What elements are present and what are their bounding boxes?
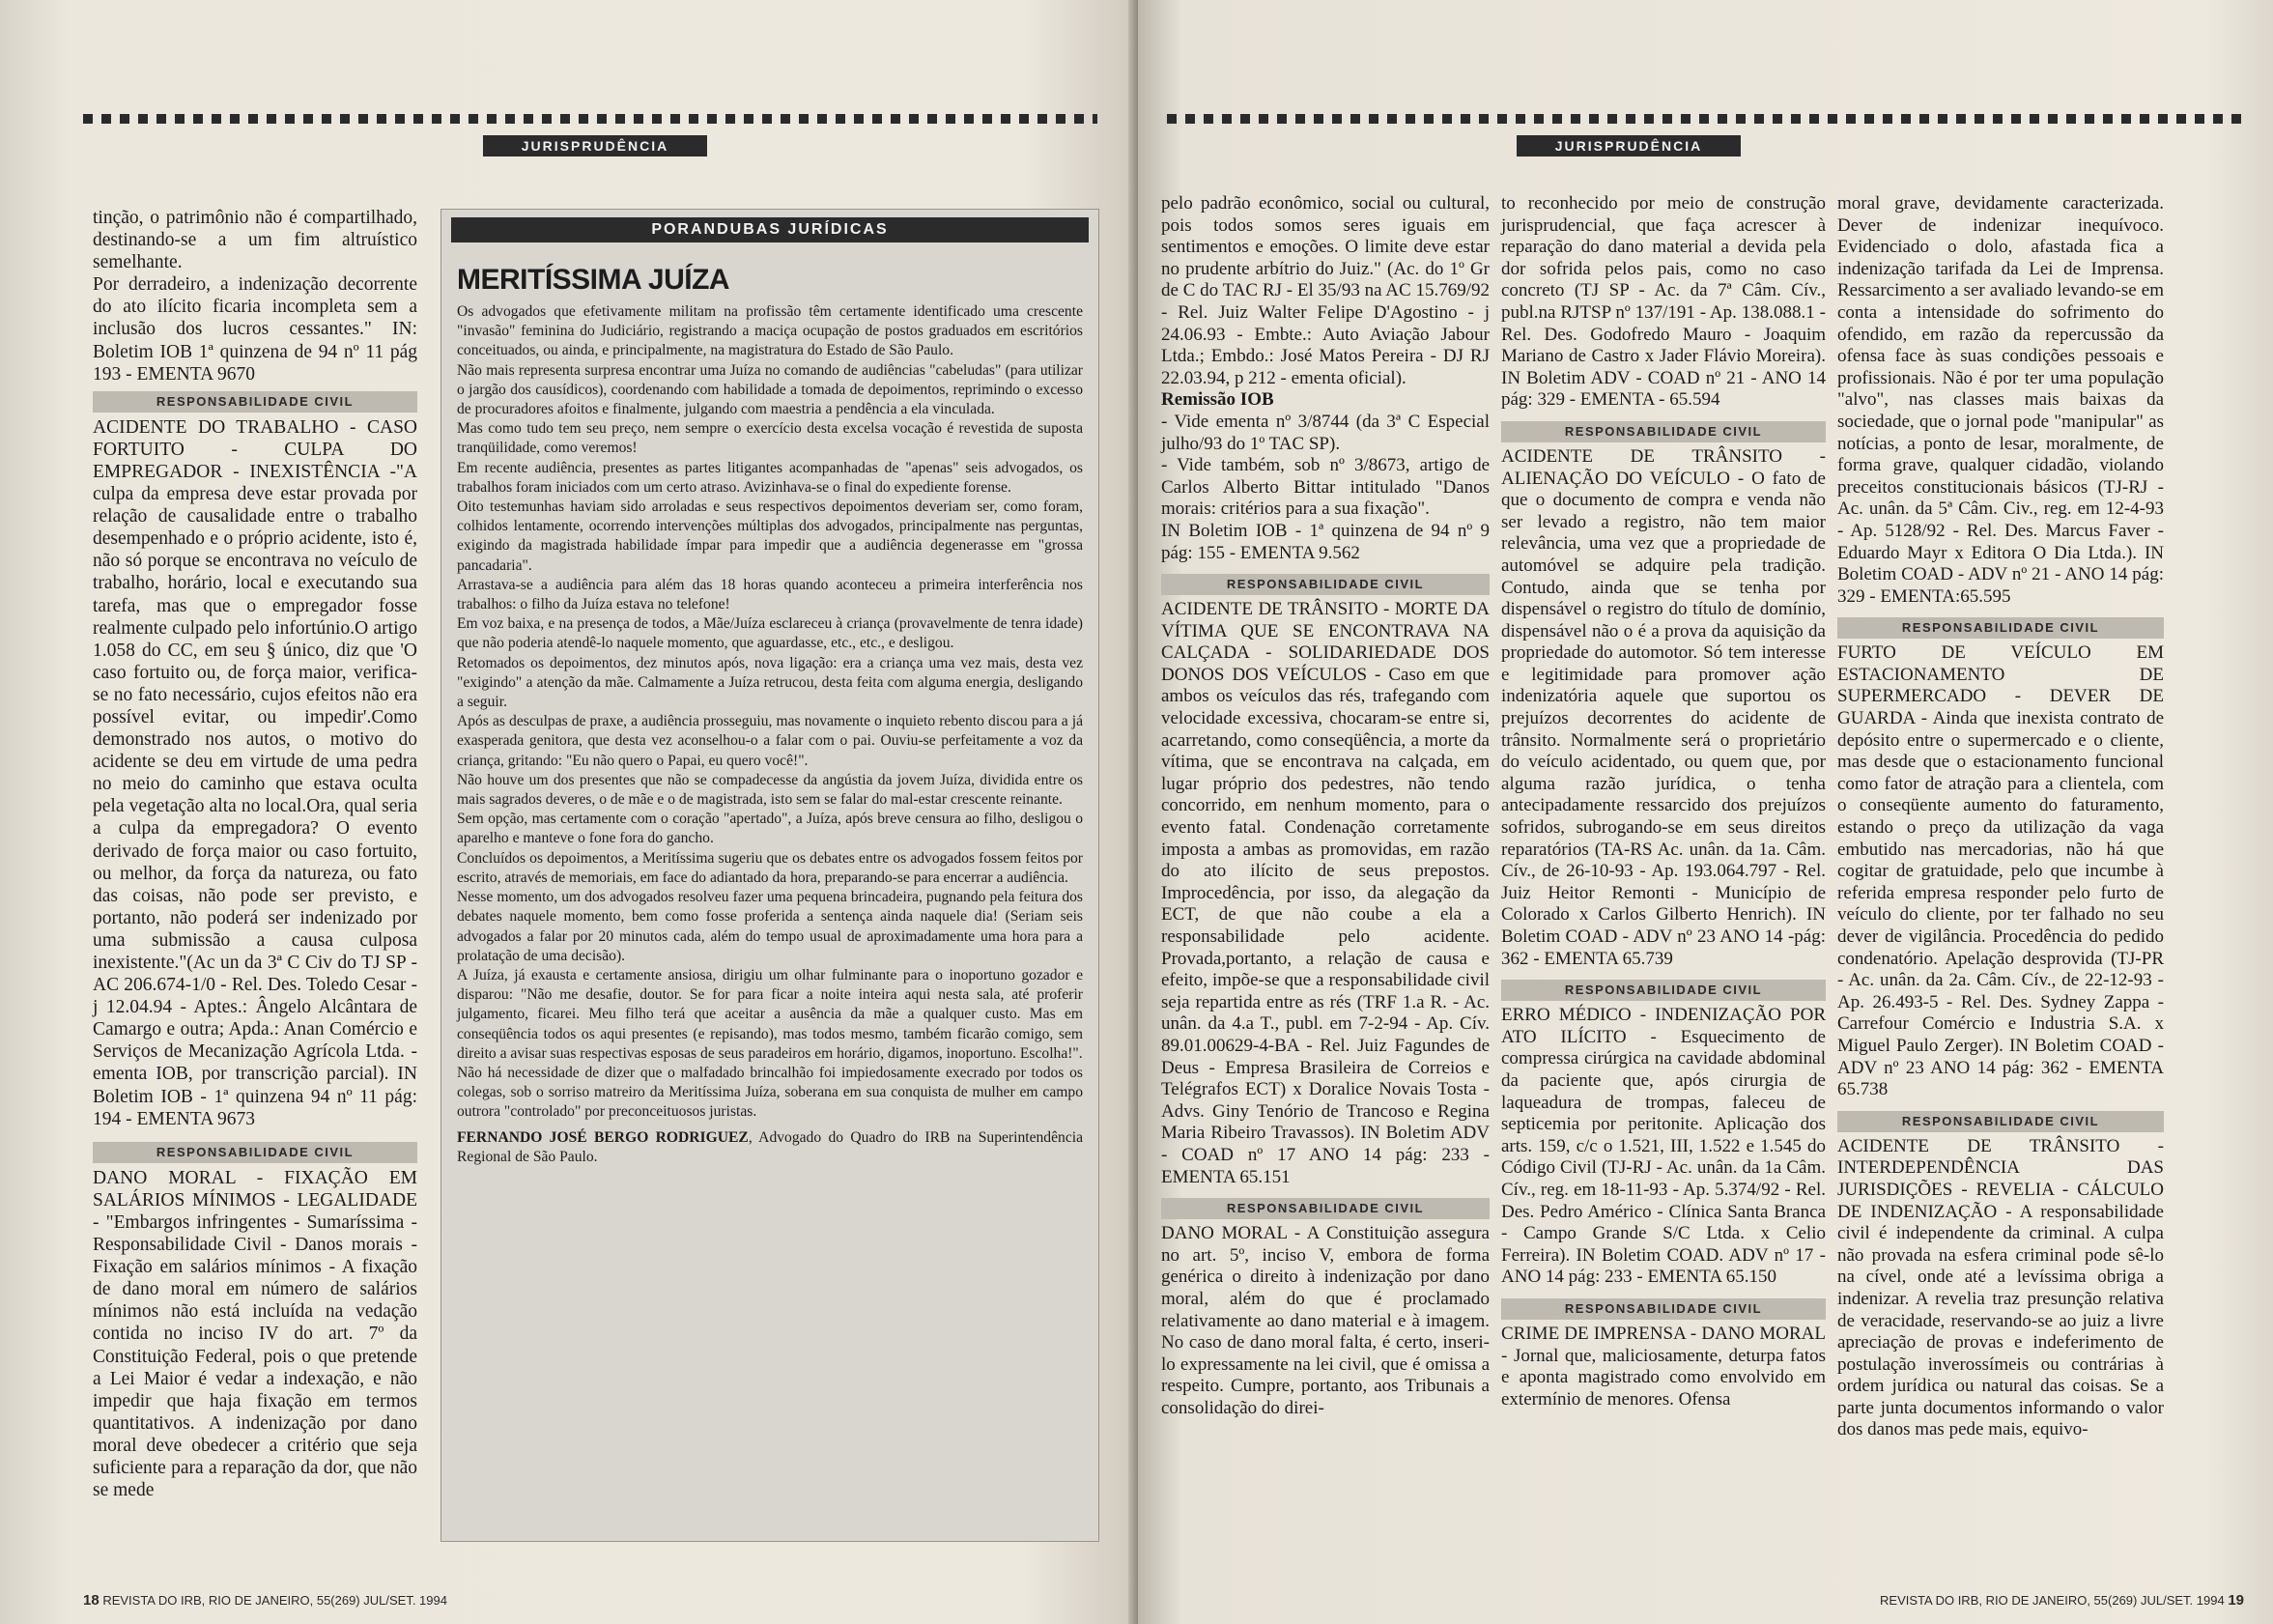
section-header: RESPONSABILIDADE CIVIL	[1837, 1111, 2164, 1132]
article-paragraph: Não há necessidade de dizer que o malfadado brincalhão foi impiedosamente execrado por todos os colegas, sob o sorriso matreiro da Meritíssima Juíza, soberana em sua conquista de mulher em campo outrora "controlado" por preconceituosos juristas.	[457, 1064, 1083, 1121]
article-body	[457, 302, 1083, 1167]
ementa-text: FURTO DE VEÍCULO EM ESTACIONAMENTO DE SUPERMERCADO - DEVER DE GUARDA - Ainda que inexista contrato de depósito entre o supermercado e o cliente, mas desde que o estacionamento funcional como fator de atração para a clientela, com o conseqüente aumento do faturamento, estando o preço da utilização da vaga embutido nas mercadorias, não há que cogitar de gratuidade, pelo que incumbe à referida empresa responder pelo furto de veículo do cliente, por ter falhado no seu dever de vigilância. Procedência do pedido condenatório. Apelação desprovida (TJ-PR - Ac. unân. da 2a. Câm. Cív., de 22-12-93 - Ap. 26.493-5 - Rel. Des. Sydney Zappa - Carrefour Comércio e Industria S.A. x Miguel Paulo Zerger). IN Boletim COAD - ADV nº 23 ANO 14 pág: 362 - EMENTA 65.738	[1837, 642, 2164, 1100]
section-header: RESPONSABILIDADE CIVIL	[93, 1142, 417, 1163]
remissao-item: - Vide ementa nº 3/8744 (da 3ª C Especial julho/93 do 1º TAC SP).	[1161, 411, 1490, 454]
article-paragraph: Sem opção, mas certamente com o coração "apertado", a Juíza, após breve censura ao filho, desligou o aparelho e manteve o fone fora do gancho.	[457, 811, 1083, 847]
article-paragraph: Os advogados que efetivamente militam na profissão têm certamente identificado uma crescente "invasão" feminina do Judiciário, registrando a maciça ocupação de postos graduados em escritórios conceituados, ou ainda, e principalmente, na magistratura do Estado de São Paulo.	[457, 303, 1083, 359]
article-paragraph: Após as desculpas de praxe, a audiência prosseguiu, mas novamente o inquieto rebento discou para a já exasperada genitora, que desta vez aconselhou-o a falar com o pai. Ouviu-se perfeitamente a voz da criança, gritando: "Eu não quero o Papai, eu quero você!".	[457, 713, 1083, 769]
article-paragraph: Não houve um dos presentes que não se compadecesse da angústia da jovem Juíza, dividida entre os mais sagrados deveres, o de mãe e o de magistrada, isto sem se falar do mal-estar crescente reinante.	[457, 771, 1083, 809]
section-header: RESPONSABILIDADE CIVIL	[93, 391, 417, 413]
footer-text: REVISTA DO IRB, RIO DE JANEIRO, 55(269) JUL/SET. 1994	[1880, 1593, 2225, 1608]
ementa-text: DANO MORAL - A Constituição assegura no art. 5º, inciso V, embora de forma genérica o direito à indenização por dano moral, além do que é proclamado relativamente ao dano material e à imagem. No caso de dano moral falta, é certo, inseri-lo expressamente na lei civil, que é omissa a respeito. Cumpre, portanto, aos Tribunais a consolidação do direi-	[1161, 1223, 1490, 1418]
paragraph: to reconhecido por meio de construção jurisprudencial, que faça acrescer à reparação do dano material a devida pela dor sofrida pelos pais, como no caso concreto (TJ SP - Ac. da 7ª Câm. Cív., publ.na RJTSP nº 137/191 - Ap. 138.088.1 - Rel. Des. Godofredo Mauro - Joaquim Mariano de Castro x Jader Flávio Moreira). IN Boletim ADV - COAD nº 21 - ANO 14 pág: 329 - EMENTA - 65.594	[1501, 193, 1826, 411]
right-column-1	[1161, 193, 1490, 1419]
ementa-text: ERRO MÉDICO - INDENIZAÇÃO POR ATO ILÍCITO - Esquecimento de compressa cirúrgica na cavidade abdominal da paciente que, após cirurgia de laqueadura de trompas, faleceu de septicemia por peritonite. Aplicação dos arts. 159, c/c o 1.521, III, 1.522 e 1.545 do Código Civil (TJ-RJ - Ac. unân. da 1a Câm. Cív., reg. em 18-11-93 - Ap. 5.374/92 - Rel. Des. Pedro Américo - Clínica Santa Branca - Campo Grande S/C Ltda. x Celio Ferreira). IN Boletim COAD. ADV nº 17 - ANO 14 pág: 233 - EMENTA 65.150	[1501, 1005, 1826, 1288]
paragraph: IN Boletim IOB - 1ª quinzena de 94 nº 9 pág: 155 - EMENTA 9.562	[1161, 520, 1490, 563]
article-paragraph: Concluídos os depoimentos, a Meritíssima sugeriu que os debates entre os advogados fossem feitos por escrito, através de memoriais, em face do adiantado da hora, preparando-se para encerrar a audiência.	[457, 849, 1083, 886]
page-footer	[83, 1592, 447, 1609]
section-header: RESPONSABILIDADE CIVIL	[1501, 421, 1826, 442]
section-header: RESPONSABILIDADE CIVIL	[1837, 617, 2164, 639]
section-header: RESPONSABILIDADE CIVIL	[1501, 1298, 1826, 1320]
right-column-2	[1501, 193, 1826, 1410]
article-paragraph: Mas como tudo tem seu preço, nem sempre o exercício desta excelsa vocação é revestida de suposta tranqüilidade, como veremos!	[457, 420, 1083, 457]
article-paragraph: Oito testemunhas haviam sido arroladas e seus respectivos depoimentos deveriam ser, como foram, colhidos lentamente, ocorrendo intervenções múltiplas dos advogados, principalmente nas perguntas, exigindo da magistrada habilidade ímpar para impedir que a audiência degenerasse em "grossa pancadaria".	[457, 499, 1083, 574]
box-header: PORANDUBAS JURÍDICAS	[451, 217, 1089, 242]
section-header: RESPONSABILIDADE CIVIL	[1161, 574, 1490, 595]
ementa-text: CRIME DE IMPRENSA - DANO MORAL - Jornal que, maliciosamente, deturpa fatos e aponta magistrado como envolvido em extermínio de menores. Ofensa	[1501, 1323, 1826, 1410]
ementa-text: ACIDENTE DE TRÂNSITO - ALIENAÇÃO DO VEÍCULO - O fato de que o documento de compra e venda não ser levado a registro, não tem maior relevância, uma vez que a propriedade de automóvel se adquire pela tradição. Contudo, ainda que se tenha por dispensável o registro do título de domínio, dispensável não o é a prova da aquisição da propriedade do automotor. Só tem interesse e legitimidade para promover ação indenizatória aquele que suportou os prejuízos decorrentes do acidente de trânsito. Normalmente será o proprietário do veículo acidentado, ou quem que, por alguma razão jurídica, o tenha antecipadamente ressarcido dos prejuízos sofridos, subrogando-se em seus direitos reparatórios (TA-RS Ac. unân. da 1a. Câm. Cív., de 26-10-93 - Ap. 193.064.797 - Rel. Juiz Heitor Remonti - Município de Colorado x Carlos Gilberto Henrich). IN Boletim COAD - ADV nº 23 ANO 14 -pág: 362 - EMENTA 65.739	[1501, 445, 1826, 969]
article-paragraph: Em voz baixa, e na presença de todos, a Mãe/Juíza esclareceu à criança (provavelmente de tenra idade) que não poderia atendê-lo naquele momento, que aguardasse, etc., etc., e desligou.	[457, 615, 1083, 652]
right-column-3	[1837, 193, 2164, 1441]
article-paragraph: Em recente audiência, presentes as partes litigantes acompanhadas de "apenas" seis advogados, os trabalhos foram iniciados com um certo atraso. Avizinhava-se o final do expediente forense.	[457, 459, 1083, 496]
page-number: 19	[2228, 1592, 2244, 1609]
section-header: RESPONSABILIDADE CIVIL	[1501, 980, 1826, 1001]
ementa-text: ACIDENTE DE TRÂNSITO - MORTE DA VÍTIMA QUE SE ENCONTRAVA NA CALÇADA - SOLIDARIEDADE DOS DONOS DOS VEÍCULOS - Caso em que ambos os veículos das rés, trafegando com velocidade excessiva, chocaram-se entre si, acarretando, como conseqüência, a morte da vítima, que se encontrava na calçada, em lugar próprio dos pedestres, não tendo concorrido, em nenhum momento, para o evento fatal. Condenação corretamente imposta a ambas as promovidas, em razão do ato ilícito de seus prepostos. Improcedência, por isso, da alegação da ECT, de que não coube a ela a responsabilidade pelo acidente. Provada,portanto, a relação de causa e efeito, impõe-se que a responsabilidade civil seja repartida entre as rés (TRF 1.a R. - Ac. unân. da 4.a T., publ. em 7-2-94 - Ap. Cív. 89.01.00629-4-BA - Rel. Juiz Fagundes de Deus - Empresa Brasileira de Correios e Telégrafos ECT) x Doralice Novais Tosta - Advs. Giny Tenório de Trancoso e Regina Maria Ribeiro Travassos). IN Boletim ADV - COAD nº 17 ANO 14 pág: 233 - EMENTA 65.151	[1161, 599, 1490, 1187]
article-paragraph: Retomados os depoimentos, dez minutos após, nova ligação: era a criança uma vez mais, desta vez "exigindo" a atenção da mãe. Calmamente a Juíza retrucou, desta feita com alguma energia, desligando a seguir.	[457, 654, 1083, 711]
dotted-rule	[83, 114, 1097, 124]
article-paragraph: Nesse momento, um dos advogados resolveu fazer uma pequena brincadeira, pugnando pela feitura dos debates naquele momento, bem como fosse proferida a sentença ainda naquele dia! (Seriam seis advogados a falar por 20 minutos cada, além do tempo usual de aproximadamente uma hora para a prolatação de uma decisão).	[457, 889, 1083, 964]
author-signature	[457, 1128, 1083, 1167]
dotted-rule	[1167, 114, 2249, 124]
article-paragraph: Não mais representa surpresa encontrar uma Juíza no comando de audiências "cabeludas" (para utilizar o jargão dos causídicos), coordenando com habilidade a tomada de depoimentos, reprimindo o excesso de procuradores afoitos e finalmente, julgando com maestria a pendência a ela vinculada.	[457, 361, 1083, 418]
footer-text: REVISTA DO IRB, RIO DE JANEIRO, 55(269) JUL/SET. 1994	[102, 1593, 447, 1608]
author-role: , Advogado do Quadro do IRB na Superintendência Regional de São Paulo.	[457, 1128, 1083, 1165]
paragraph: pelo padrão econômico, social ou cultural, pois todos somos seres iguais em sentimentos e emoções. O limite deve estar no prudente arbítrio do Juiz." (Ac. do 1º Gr de C do TAC RJ - El 35/93 na AC 15.769/92 - Rel. Juiz Walter Felipe D'Agostino - j 24.06.93 - Embte.: Auto Aviação Jabour Ltda.; Embdo.: José Matos Pereira - DJ RJ 22.03.94, p 212 - ementa oficial).	[1161, 193, 1490, 388]
ementa-text: DANO MORAL - FIXAÇÃO EM SALÁRIOS MÍNIMOS - LEGALIDADE - "Embargos infringentes - Sumaríssima - Responsabilidade Civil - Danos morais - Fixação em salários mínimos - A fixação de dano moral em número de salários mínimos não está incluída na vedação contida no inciso IV do art. 7º da Constituição Federal, pois o que pretende a Lei Maior é vedar a indexação, e não impedir que haja fixação em termos quantitativos. A indenização por dano moral deve obedecer a critério que seja suficiente para a reparação da dor, que não se mede	[93, 1167, 417, 1501]
article-title: MERITÍSSIMA JUÍZA	[457, 264, 730, 296]
running-header: JURISPRUDÊNCIA	[483, 135, 707, 157]
article-paragraph: Arrastava-se a audiência para além das 18 horas quando aconteceu a primeira interferência nos trabalhos: o filho da Juíza estava no telefone!	[457, 576, 1083, 613]
ementa-text: ACIDENTE DE TRÂNSITO - INTERDEPENDÊNCIA DAS JURISDIÇÕES - REVELIA - CÁLCULO DE INDENIZAÇÃO - A responsabilidade civil é independente da criminal. A culpa não provada na esfera criminal pode sê-lo na cível, onde até a levíssima obriga a indenizar. A revelia traz presunção relativa de veracidade, reservando-se ao juiz a livre apreciação de provas e indeferimento de postulação inverossímeis ou contrárias à ordem jurídica ou natural das coisas. Se a parte junta documentos informando o valor dos danos mas pede mais, equivo-	[1837, 1135, 2164, 1440]
right-page	[1138, 0, 2273, 1624]
section-header: RESPONSABILIDADE CIVIL	[1161, 1198, 1490, 1219]
left-page	[0, 0, 1136, 1624]
running-header: JURISPRUDÊNCIA	[1517, 135, 1741, 157]
paragraph: moral grave, devidamente caracterizada. Dever de indenizar inequívoco. Evidenciado o dolo, afastada fica a indenização tarifada da Lei de Imprensa. Ressarcimento a ser avaliado levando-se em conta a intensidade do sofrimento do ofendido, em razão da repercussão da ofensa face às suas condições pessoais e profissionais. Não é por ter uma população "alvo", nas classes mais baixas da sociedade, que o jornal pode "manipular" as notícias, a ponto de lesar, moralmente, de forma grave, qualquer cidadão, violando preceitos constitucionais básicos (TJ-RJ - Ac. unân. da 5ª Câm. Civ., reg. em 12-4-93 - Ap. 5128/92 - Rel. Des. Marcus Faver - Eduardo Mayr x Editora O Dia Ltda.). IN Boletim COAD - ADV nº 21 - ANO 14 pág: 329 - EMENTA:65.595	[1837, 193, 2164, 607]
page-footer	[1880, 1592, 2244, 1609]
paragraph: tinção, o patrimônio não é compartilhado, destinando-se a um fim altruístico semelhante.	[93, 208, 417, 273]
porandubas-box	[440, 209, 1099, 1542]
paragraph: Por derradeiro, a indenização decorrente do ato ilícito ficaria incompleta sem a inclusão dos lucros cessantes." IN: Boletim IOB 1ª quinzena de 94 nº 11 pág 193 - EMENTA 9670	[93, 274, 417, 385]
ementa-text: ACIDENTE DO TRABALHO - CASO FORTUITO - CULPA DO EMPREGADOR - INEXISTÊNCIA -"A culpa da empresa deve estar provada por relação de causalidade entre o trabalho desempenhado e o próprio acidente, isto é, não só porque se encontrava no veículo de trabalho, horário, local e executando sua tarefa, mas que o empregador fosse realmente culpado pelo infortúnio.O artigo 1.058 do CC, em seu § único, diz que 'O caso fortuito ou, de força maior, verifica-se no fato necessário, cujos efeitos não era possível evitar, ou impedir'.Como demonstrado nos autos, o motivo do acidente se deu em virtude de uma pedra no meio do caminho que estava oculta pela vegetação alta no local.Ora, qual seria a culpa da empregadora? O evento derivado de força maior ou caso fortuito, ou melhor, da força da natureza, ou fato das coisas, não pode ser previsto, e portanto, não poderá ser indenizado por uma submissão a causa culposa inexistente."(Ac un da 3ª C Civ do TJ SP - AC 206.674-1/0 - Rel. Des. Toledo Cesar - j 12.04.94 - Aptes.: Ângelo Alcântara de Camargo e outra; Apda.: Anan Comércio e Serviços de Mecanização Agrícola Ltda. - ementa IOB, por transcrição parcial). IN Boletim IOB - 1ª quinzena 94 nº 11 pág: 194 - EMENTA 9673	[93, 416, 417, 1129]
article-paragraph: A Juíza, já exausta e certamente ansiosa, dirigiu um olhar fulminante para o inoportuno gozador e disparou: "Não me desafie, doutor. Se for para ficar a noite inteira aqui nesta sala, até proferir julgamento, ficarei. Meu filho terá que aceitar a ausência da mãe a qualquer custo. Mas em conseqüência todos os aqui presentes (e repisando), mas todos mesmo, também ficarão comigo, sem direito a avisar suas respectivas esposas de seus paradeiros em horário, digamos, inoportuno. Escolha!".	[457, 966, 1083, 1062]
author-name: FERNANDO JOSÉ BERGO RODRIGUEZ	[457, 1128, 749, 1146]
left-column-1	[93, 207, 417, 1501]
remissao-title: Remissão IOB	[1161, 389, 1274, 411]
page-number: 18	[83, 1592, 99, 1609]
remissao-item: - Vide também, sob nº 3/8673, artigo de Carlos Alberto Bittar intitulado "Danos morais: critérios para a sua fixação".	[1161, 455, 1490, 520]
